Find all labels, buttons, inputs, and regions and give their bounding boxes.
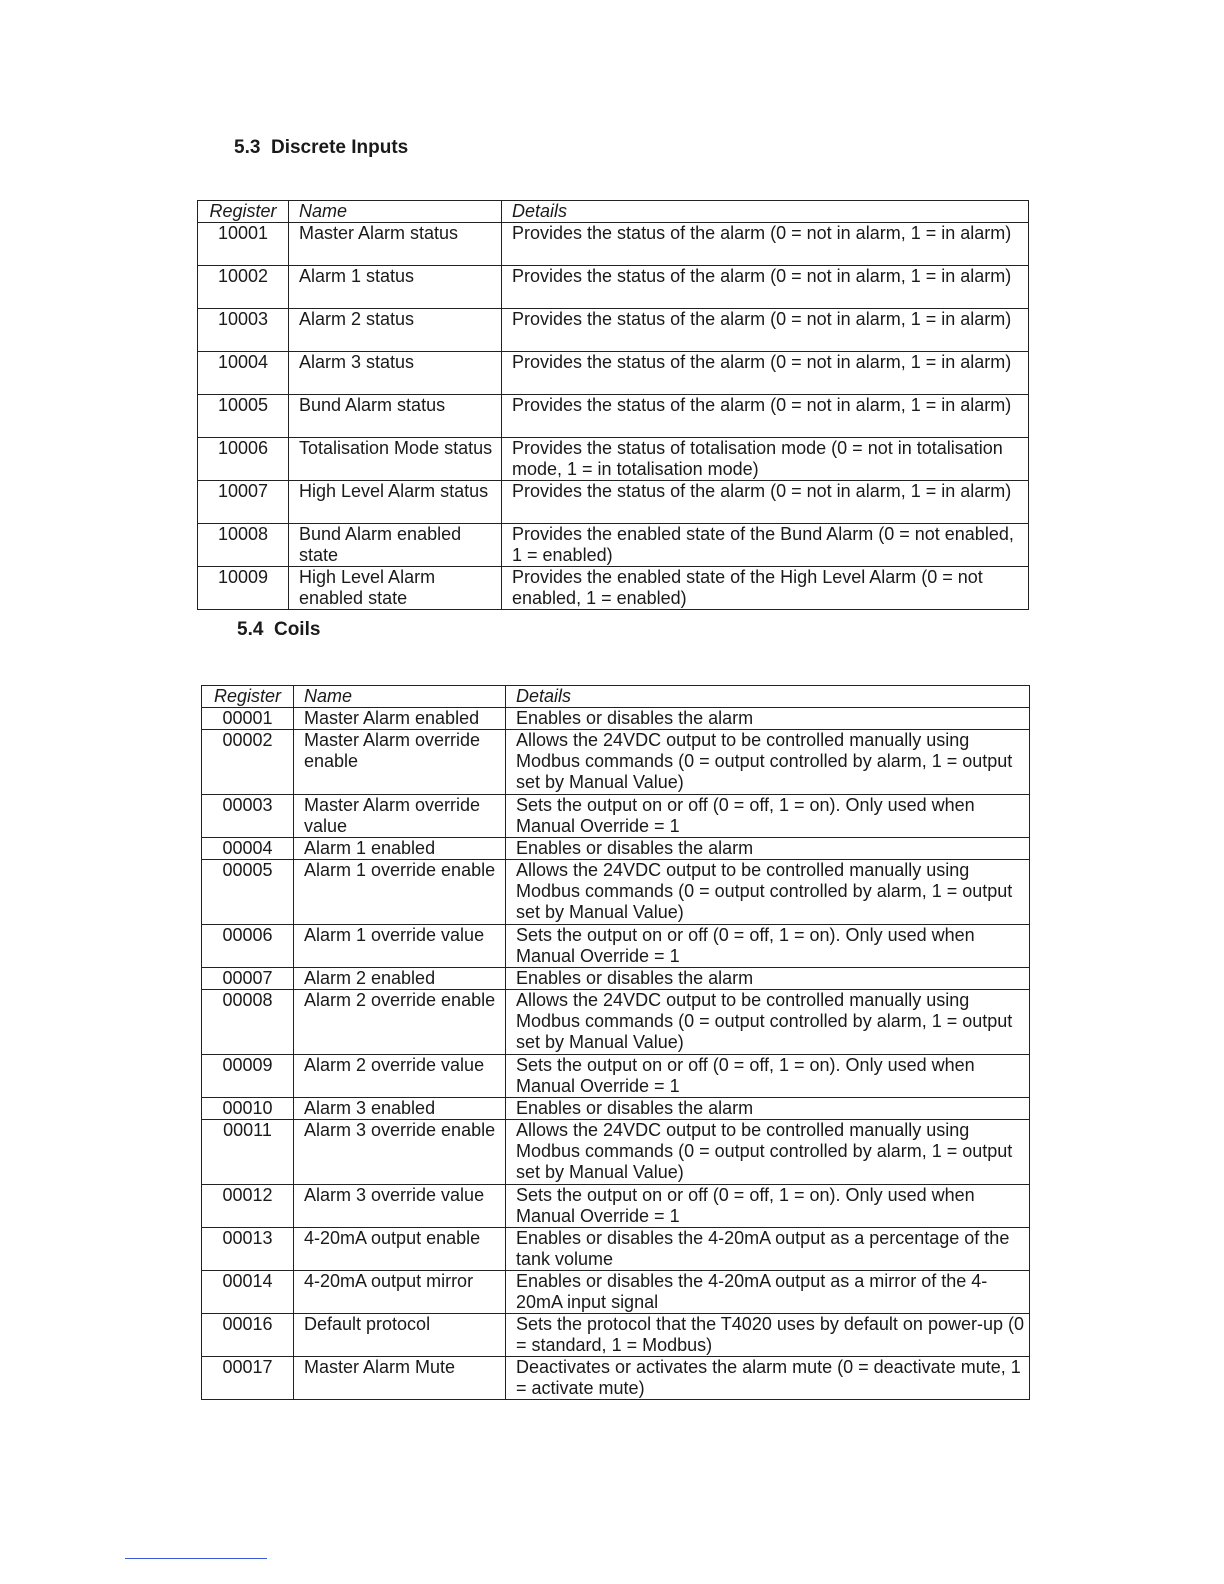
- name-cell: Alarm 2 enabled: [294, 968, 506, 990]
- table-row: [202, 1055, 1030, 1098]
- name-cell: Bund Alarm enabled state: [289, 524, 502, 567]
- details-cell: Enables or disables the alarm: [506, 1098, 1030, 1120]
- details-cell: Provides the status of the alarm (0 = not in alarm, 1 = in alarm): [502, 481, 1029, 524]
- details-cell: Allows the 24VDC output to be controlled manually using Modbus commands (0 = output controlled by alarm, 1 = output set by Manual Value): [506, 860, 1030, 925]
- table-row: [202, 990, 1030, 1055]
- details-cell: Allows the 24VDC output to be controlled manually using Modbus commands (0 = output controlled by alarm, 1 = output set by Manual Value): [506, 730, 1030, 795]
- details-cell: Sets the protocol that the T4020 uses by default on power-up (0 = standard, 1 = Modbus): [506, 1314, 1030, 1357]
- table-row: [202, 730, 1030, 795]
- table-header-row: [202, 686, 1030, 708]
- table-row: [198, 309, 1029, 352]
- register-cell: 10001: [198, 223, 289, 266]
- register-cell: 10008: [198, 524, 289, 567]
- register-cell: 00008: [202, 990, 294, 1055]
- register-cell: 00016: [202, 1314, 294, 1357]
- table-row: [202, 1098, 1030, 1120]
- register-cell: 00010: [202, 1098, 294, 1120]
- table-row: [202, 838, 1030, 860]
- discrete-inputs-table: [197, 200, 1029, 610]
- details-cell: Enables or disables the alarm: [506, 708, 1030, 730]
- details-cell: Provides the status of the alarm (0 = not in alarm, 1 = in alarm): [502, 395, 1029, 438]
- register-cell: 10006: [198, 438, 289, 481]
- name-cell: Master Alarm status: [289, 223, 502, 266]
- details-cell: Provides the status of the alarm (0 = not in alarm, 1 = in alarm): [502, 223, 1029, 266]
- table-row: [198, 481, 1029, 524]
- table-row: [202, 1271, 1030, 1314]
- name-cell: Master Alarm enabled: [294, 708, 506, 730]
- section-heading-discrete-inputs: 5.3 Discrete Inputs: [234, 137, 409, 158]
- name-cell: Alarm 1 enabled: [294, 838, 506, 860]
- name-cell: 4-20mA output mirror: [294, 1271, 506, 1314]
- column-header-register: Register: [198, 201, 289, 223]
- column-header-details: Details: [506, 686, 1030, 708]
- table-row: [198, 223, 1029, 266]
- register-cell: 10005: [198, 395, 289, 438]
- table-row: [198, 266, 1029, 309]
- coils-table: [201, 685, 1030, 1400]
- name-cell: Alarm 1 override enable: [294, 860, 506, 925]
- register-cell: 10009: [198, 567, 289, 610]
- name-cell: High Level Alarm enabled state: [289, 567, 502, 610]
- table-row: [198, 524, 1029, 567]
- register-cell: 00004: [202, 838, 294, 860]
- table-row: [202, 1228, 1030, 1271]
- details-cell: Sets the output on or off (0 = off, 1 = on). Only used when Manual Override = 1: [506, 925, 1030, 968]
- register-cell: 10004: [198, 352, 289, 395]
- footnote-separator: [125, 1558, 267, 1559]
- table-row: [202, 1314, 1030, 1357]
- table-row: [202, 968, 1030, 990]
- register-cell: 00014: [202, 1271, 294, 1314]
- details-cell: Enables or disables the alarm: [506, 838, 1030, 860]
- name-cell: Alarm 3 override value: [294, 1185, 506, 1228]
- details-cell: Provides the status of the alarm (0 = not in alarm, 1 = in alarm): [502, 309, 1029, 352]
- section-heading-coils: 5.4 Coils: [237, 619, 321, 640]
- register-cell: 00003: [202, 795, 294, 838]
- table-row: [202, 860, 1030, 925]
- table-header-row: [198, 201, 1029, 223]
- details-cell: Provides the status of the alarm (0 = not in alarm, 1 = in alarm): [502, 352, 1029, 395]
- name-cell: Totalisation Mode status: [289, 438, 502, 481]
- name-cell: 4-20mA output enable: [294, 1228, 506, 1271]
- details-cell: Sets the output on or off (0 = off, 1 = on). Only used when Manual Override = 1: [506, 795, 1030, 838]
- register-cell: 00011: [202, 1120, 294, 1185]
- details-cell: Enables or disables the alarm: [506, 968, 1030, 990]
- name-cell: Master Alarm Mute: [294, 1357, 506, 1400]
- details-cell: Provides the status of totalisation mode (0 = not in totalisation mode, 1 = in totalisation mode): [502, 438, 1029, 481]
- name-cell: Master Alarm override enable: [294, 730, 506, 795]
- name-cell: High Level Alarm status: [289, 481, 502, 524]
- column-header-name: Name: [294, 686, 506, 708]
- details-cell: Enables or disables the 4-20mA output as a mirror of the 4-20mA input signal: [506, 1271, 1030, 1314]
- table-row: [202, 925, 1030, 968]
- name-cell: Bund Alarm status: [289, 395, 502, 438]
- table-row: [198, 438, 1029, 481]
- register-cell: 00006: [202, 925, 294, 968]
- table-row: [202, 708, 1030, 730]
- table-row: [198, 395, 1029, 438]
- register-cell: 00012: [202, 1185, 294, 1228]
- name-cell: Default protocol: [294, 1314, 506, 1357]
- details-cell: Sets the output on or off (0 = off, 1 = on). Only used when Manual Override = 1: [506, 1185, 1030, 1228]
- table-row: [202, 1185, 1030, 1228]
- details-cell: Deactivates or activates the alarm mute (0 = deactivate mute, 1 = activate mute): [506, 1357, 1030, 1400]
- details-cell: Provides the status of the alarm (0 = not in alarm, 1 = in alarm): [502, 266, 1029, 309]
- register-cell: 10003: [198, 309, 289, 352]
- name-cell: Alarm 2 status: [289, 309, 502, 352]
- column-header-name: Name: [289, 201, 502, 223]
- details-cell: Provides the enabled state of the High Level Alarm (0 = not enabled, 1 = enabled): [502, 567, 1029, 610]
- details-cell: Sets the output on or off (0 = off, 1 = on). Only used when Manual Override = 1: [506, 1055, 1030, 1098]
- register-cell: 00017: [202, 1357, 294, 1400]
- register-cell: 00005: [202, 860, 294, 925]
- register-cell: 10007: [198, 481, 289, 524]
- details-cell: Enables or disables the 4-20mA output as a percentage of the tank volume: [506, 1228, 1030, 1271]
- name-cell: Alarm 1 status: [289, 266, 502, 309]
- column-header-details: Details: [502, 201, 1029, 223]
- register-cell: 00001: [202, 708, 294, 730]
- register-cell: 00007: [202, 968, 294, 990]
- register-cell: 00002: [202, 730, 294, 795]
- column-header-register: Register: [202, 686, 294, 708]
- register-cell: 00013: [202, 1228, 294, 1271]
- name-cell: Alarm 3 override enable: [294, 1120, 506, 1185]
- details-cell: Allows the 24VDC output to be controlled manually using Modbus commands (0 = output controlled by alarm, 1 = output set by Manual Value): [506, 990, 1030, 1055]
- details-cell: Allows the 24VDC output to be controlled manually using Modbus commands (0 = output controlled by alarm, 1 = output set by Manual Value): [506, 1120, 1030, 1185]
- register-cell: 10002: [198, 266, 289, 309]
- name-cell: Alarm 2 override value: [294, 1055, 506, 1098]
- register-cell: 00009: [202, 1055, 294, 1098]
- table-row: [202, 1357, 1030, 1400]
- name-cell: Alarm 2 override enable: [294, 990, 506, 1055]
- details-cell: Provides the enabled state of the Bund Alarm (0 = not enabled, 1 = enabled): [502, 524, 1029, 567]
- table-row: [202, 795, 1030, 838]
- name-cell: Master Alarm override value: [294, 795, 506, 838]
- table-row: [202, 1120, 1030, 1185]
- name-cell: Alarm 1 override value: [294, 925, 506, 968]
- name-cell: Alarm 3 enabled: [294, 1098, 506, 1120]
- table-row: [198, 352, 1029, 395]
- name-cell: Alarm 3 status: [289, 352, 502, 395]
- table-row: [198, 567, 1029, 610]
